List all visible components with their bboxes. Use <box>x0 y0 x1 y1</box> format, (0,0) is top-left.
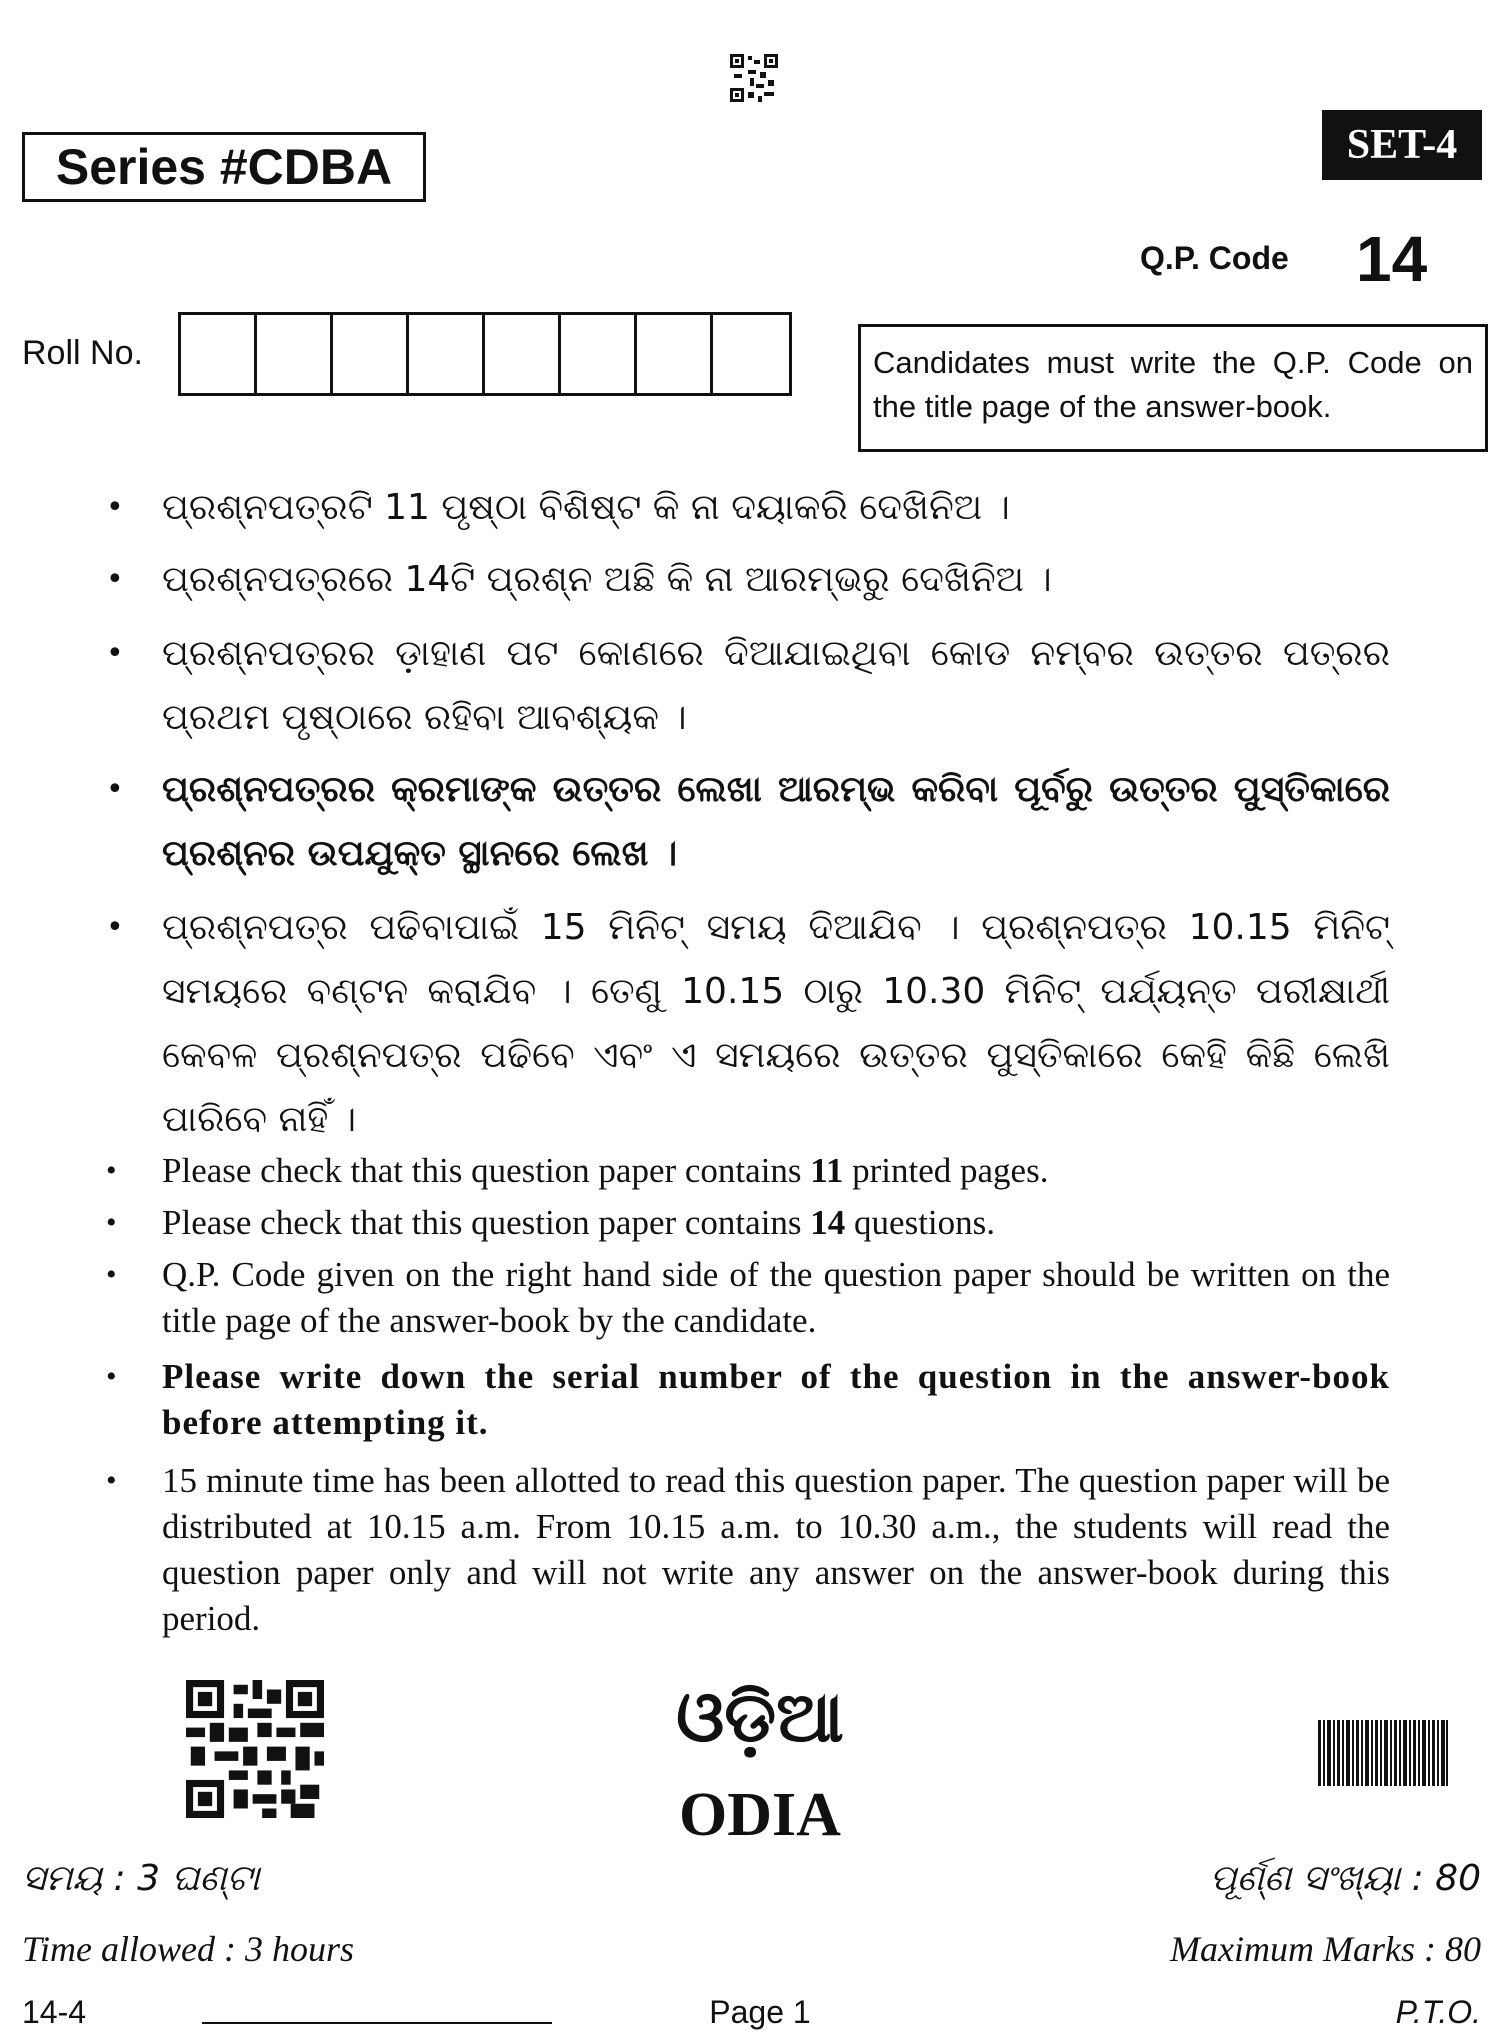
roll-no-cell[interactable] <box>409 315 485 393</box>
time-allowed-odia: ସମୟ : 3 ଘଣ୍ଟା <box>22 1858 260 1899</box>
instruction-text: Please check that this question paper contains <box>162 1151 811 1190</box>
roll-no-cell[interactable] <box>333 315 409 393</box>
roll-no-cell[interactable] <box>713 315 789 393</box>
instruction-english-1 <box>100 1148 1390 1194</box>
instruction-text: questions. <box>845 1203 996 1242</box>
roll-no-boxes[interactable] <box>178 312 792 396</box>
roll-no-cell[interactable] <box>181 315 257 393</box>
instruction-text: printed pages. <box>843 1151 1049 1190</box>
bullet-icon: • <box>106 562 124 597</box>
instruction-english-3 <box>100 1252 1390 1344</box>
roll-no-label: Roll No. <box>22 334 143 372</box>
instruction-text: ପ୍ରଶ୍ନପତ୍ରଟି 11 ପୃଷ୍ଠା ବିଶିଷ୍ଟ କି ନା ଦୟାକରି ଦେଖିନିଅ । <box>162 487 1010 528</box>
candidate-note: Candidates must write the Q.P. Code on the title page of the answer-book. <box>858 324 1488 452</box>
time-allowed-english: Time allowed : 3 hours <box>22 1929 355 1969</box>
bullet-icon: • <box>106 1464 117 1497</box>
max-marks-english: Maximum Marks : 80 <box>1170 1929 1481 1969</box>
roll-no-cell[interactable] <box>257 315 333 393</box>
instruction-odia-1 <box>100 476 1390 540</box>
instruction-odia-4 <box>100 758 1390 886</box>
footer-page-number: Page 1 <box>709 1994 811 2030</box>
instruction-text: ପ୍ରଶ୍ନପତ୍ରର ଡ଼ାହାଣ ପଟ କୋଣରେ ଦିଆଯାଇଥିବା କୋଡ ନମ୍ବର ଉତ୍ତର ପତ୍ରର ପ୍ରଥମ ପୃଷ୍ଠାରେ ରହିବା ଆବଶ୍ୟକ । <box>162 633 1390 738</box>
bullet-icon: • <box>106 1154 117 1187</box>
bullet-icon: • <box>106 910 124 945</box>
instruction-english-2 <box>100 1200 1390 1246</box>
instruction-text: Q.P. Code given on the right hand side of the question paper should be written on the title page of the answer-book by the candidate. <box>162 1255 1390 1340</box>
instruction-odia-3 <box>100 622 1390 750</box>
instruction-text: 15 minute time has been allotted to read this question paper. The question paper will be distributed at 10.15 a.m. From 10.15 a.m. to 10.30 a.m., the students will read the question paper only and will not write any answer on the answer-book during this period. <box>162 1461 1390 1638</box>
instruction-text: ପ୍ରଶ୍ନପତ୍ରରେ 14ଟି ପ୍ରଶ୍ନ ଅଛି କି ନା ଆରମ୍ଭରୁ ଦେଖିନିଅ । <box>162 559 1052 600</box>
instruction-odia-5 <box>100 896 1390 1152</box>
instruction-english-4 <box>100 1354 1390 1446</box>
footer-divider <box>202 2022 552 2024</box>
footer-pto: P.T.O. <box>1395 1994 1481 2030</box>
instruction-text: ପ୍ରଶ୍ନପତ୍ରର କ୍ରମାଙ୍କ ଉତ୍ତର ଲେଖା ଆରମ୍ଭ କରିବା ପୂର୍ବରୁ ଉତ୍ତର ପୁସ୍ତିକାରେ ପ୍ରଶ୍ନର ଉପଯୁକ୍ତ ସ୍ଥାନରେ ଲେଖ । <box>162 769 1390 874</box>
bullet-icon: • <box>106 636 124 671</box>
qp-code-value: 14 <box>1356 223 1428 295</box>
instruction-english-5 <box>100 1458 1390 1642</box>
instruction-text: ପ୍ରଶ୍ନପତ୍ର ପଢିବାପାଇଁ 15 ମିନିଟ୍ ସମୟ ଦିଆଯିବ । ପ୍ରଶ୍ନପତ୍ର 10.15 ମିନିଟ୍ ସମୟରେ ବଣ୍ଟନ କରାଯିବ । ତେଣୁ 10.15 ଠାରୁ 10.30 ମିନିଟ୍ ପର୍ଯ୍ୟନ୍ତ ପରୀକ୍ଷାର୍ଥୀ କେବଳ ପ୍ରଶ୍ନପତ୍ର ପଢିବେ ଏବଂ ଏ ସମୟରେ ଉତ୍ତର ପୁସ୍ତିକାରେ କେହି କିଛି ଲେଖି ପାରିବେ ନାହିଁ । <box>162 907 1390 1140</box>
bullet-icon: • <box>106 490 124 525</box>
bullet-icon: • <box>106 772 124 807</box>
qp-code-label: Q.P. Code <box>1140 240 1289 276</box>
subject-title-odia: ଓଡ଼ିଆ <box>676 1676 844 1758</box>
instruction-bold: 11 <box>810 1151 844 1190</box>
instruction-bold: 14 <box>810 1203 846 1242</box>
subject-title-english: ODIA <box>679 1781 841 1849</box>
qr-code-icon <box>186 1680 324 1818</box>
roll-no-cell[interactable] <box>561 315 637 393</box>
roll-no-cell[interactable] <box>485 315 561 393</box>
qr-code-small-icon <box>728 52 780 104</box>
bullet-icon: • <box>106 1258 117 1291</box>
barcode-icon <box>1318 1720 1448 1786</box>
max-marks-odia: ପୂର୍ଣ୍ଣ ସଂଖ୍ୟା : 80 <box>1209 1858 1481 1899</box>
instruction-odia-2 <box>100 548 1390 612</box>
roll-no-cell[interactable] <box>637 315 713 393</box>
set-badge: SET-4 <box>1322 110 1482 180</box>
series-label: Series #CDBA <box>22 132 426 202</box>
footer-paper-code: 14-4 <box>22 1994 87 2030</box>
bullet-icon: • <box>106 1206 117 1239</box>
bullet-icon: • <box>106 1360 118 1393</box>
instruction-text: Please write down the serial number of the question in the answer-book before attempting it. <box>162 1357 1390 1442</box>
instruction-text: Please check that this question paper contains <box>162 1203 811 1242</box>
